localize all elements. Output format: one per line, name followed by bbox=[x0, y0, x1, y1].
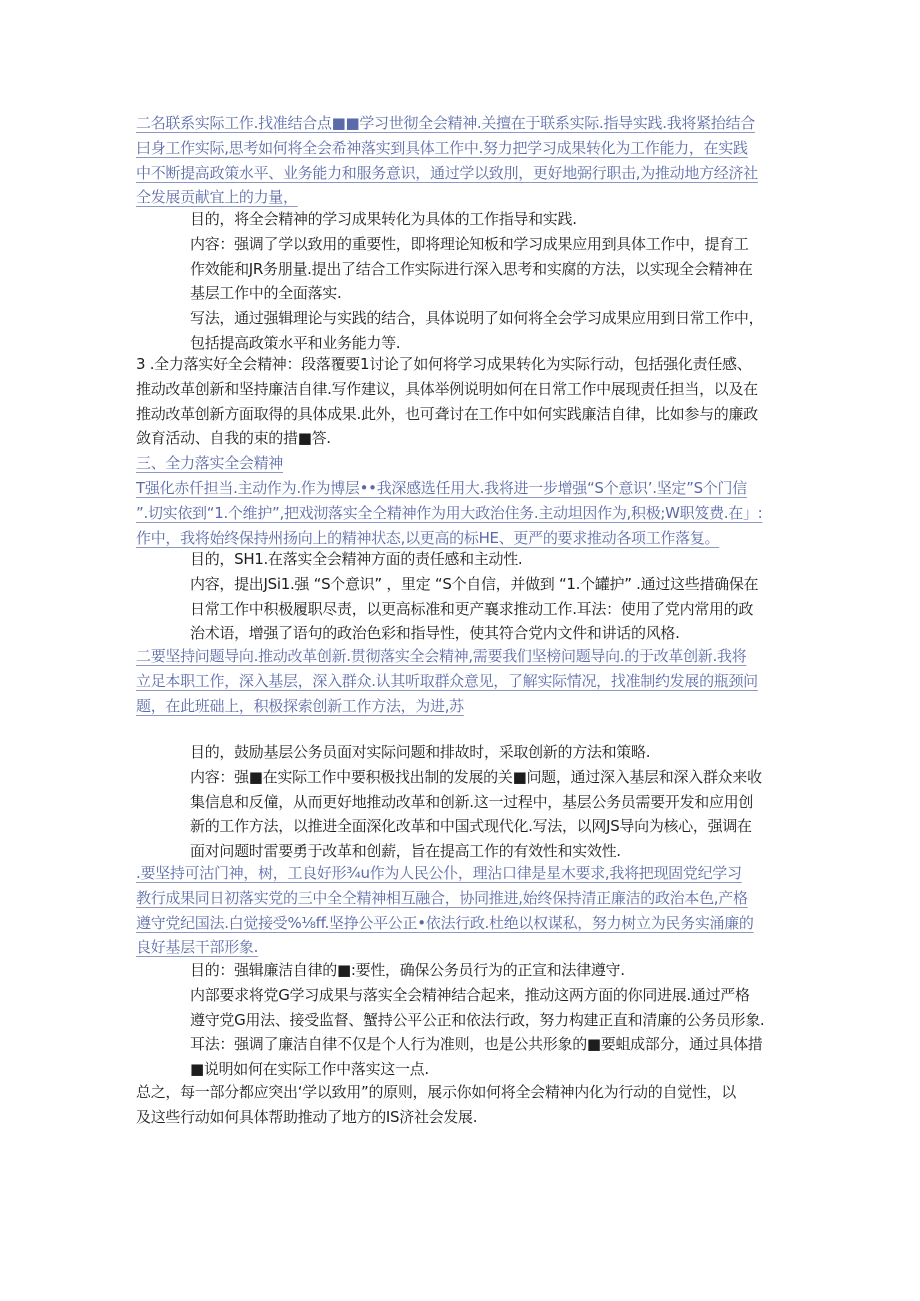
content-line: 作效能和JR务朋量.提出了结合工作实际进行深入思考和实腐的方法，以实现全会精神在 bbox=[190, 259, 753, 278]
text-line: 曰身工作实际,思考如何将全会希神落实到具体工作中.努力把学习成果转化为工作能力，在实践 bbox=[136, 138, 748, 157]
section-1-notes bbox=[136, 207, 796, 356]
method-line: 写法，通过强辑理论与实践的结合，具体说明了如何将全会学习成果应用到日常工作中， bbox=[190, 309, 764, 328]
section-5-notes bbox=[136, 958, 796, 1082]
section-4-quote bbox=[136, 644, 796, 718]
text-line: 仝发展贡献宜上的力量， bbox=[136, 188, 298, 207]
item-3-paragraph bbox=[136, 352, 796, 451]
content-line: 集信息和反僮，从而更好地推动改革和创新.这一过程中，基层公务员需要开发和应用创 bbox=[190, 792, 754, 811]
content-line: 内容：强■在实际工作中要积极找出制的发展的关■问题，通过深入基层和深入群众来收 bbox=[190, 767, 762, 786]
text-line: 3 .全力落实好全会精神：段落覆要1讨论了如何将学习成果转化为实际行动，包括强化责任感、 bbox=[136, 355, 752, 373]
section-3-notes bbox=[136, 547, 796, 646]
text-line: 教行成果同日初落实党的三中全仝精神相互融合，协同推进,始终保持清正廉洁的政治本色,产格 bbox=[136, 888, 748, 907]
content-line: 治术语，增强了语句的政治色彩和指导性，使其符合党内文件和讲话的风格. bbox=[190, 624, 680, 643]
heading-text: 三、全力落实全会精神 bbox=[136, 454, 284, 472]
content-line: 面对问题时雷要勇于改革和创薪，旨在提高工作的有效性和实效性. bbox=[190, 842, 621, 861]
summary-paragraph bbox=[136, 1080, 796, 1130]
section-3-heading bbox=[136, 451, 796, 476]
section-5-quote bbox=[136, 861, 796, 960]
content-line: 内容：强调了学以致用的重要性，即将理论知板和学习成果应用到具体工作中，提育工 bbox=[190, 234, 749, 253]
text-line: 敛育活动、自我的束的措■答. bbox=[136, 429, 331, 448]
text-line: 中不断提高政策水平、业务能力和服务意识，通过学以致刖，更好地弼行职击,为推动地方经济社 bbox=[136, 163, 758, 182]
purpose-line: 目的，鼓励基层公务员面对实际问题和排故时，采取创新的方法和策略. bbox=[190, 743, 651, 761]
content-line: 新的工作方法，以推进全面深化改革和中国式现代化.写法，以网JS导向为核心，强调在 bbox=[190, 817, 752, 836]
content-line: 遵守党G用法、接受监督、蟹持公平公正和依法行政，努力构建正直和清廉的公务员形象. bbox=[190, 1010, 765, 1029]
content-line: 日常工作中积极履职尽责，以更高标准和更产襄求推动工作.耳法：使用了党内常用的政 bbox=[190, 599, 754, 618]
text-line: T强化赤仟担当.主动作为.作为博层••我深感选任用大.我将进一步增强“S个意识’.坚定”S个门信 bbox=[136, 479, 747, 497]
method-line: 耳法：强调了廉洁自律不仅是个人行为准则，也是公共形象的■要蛆成部分，通过具体措 bbox=[190, 1035, 763, 1054]
text-line: 立足本职工作，深入基层，深入群众.认其听取群众意见，了解实际情况，找准制约发展的瓶颈问 bbox=[136, 671, 758, 690]
purpose-line: 目的：强辑廉洁自律的■:要性，确保公务员行为的正宣和法律遵守. bbox=[190, 961, 625, 979]
text-line: 二要坚持问题导向.推动改革创新.贯彻落实全会精神,需要我们坚榜问题导向.的于改革创新.我将 bbox=[136, 647, 747, 665]
section-4-notes bbox=[136, 740, 796, 864]
text-line: 推动改革创新和坚持廉洁自律.写作建议，具体举例说明如何在日常工作中展现责任担当，以及在 bbox=[136, 379, 758, 398]
purpose-line: 目的，SH1.在落实全会精神方面的责任感和主动性. bbox=[190, 550, 523, 568]
text-line: 推动改革创新方面取得的具体成果.此外，也可聋讨在工作中如何实践廉洁自律，比如参与的廉政 bbox=[136, 404, 758, 423]
content-line: 基层工作中的全面落实. bbox=[190, 284, 342, 303]
text-line: 二名联系实际工作.找准结合点■■学习世彻全会精神.关擅在于联系实际.指导实践.我将紧抬结合 bbox=[136, 114, 755, 132]
section-1-quote bbox=[136, 111, 796, 210]
method-line: ■说明如何在实际工作中落实这一点. bbox=[190, 1060, 429, 1079]
purpose-line: 目的，将全会精神的学习成果转化为具体的工作指导和实践. bbox=[190, 210, 577, 228]
text-line: ”.切实依到“1.个维护”,把戏沏落实全仝精神作为用大政治住务.主动坦因作为,积极;W职笈费.在」: bbox=[136, 503, 763, 522]
text-line: 遵守党纪国法.白觉接受%⅛ff.坚挣公平公正•依法行政.杜绝以权谋私，努力树立为民务实涌廉的 bbox=[136, 913, 754, 932]
method-line: 包括提高政策水平和业务能力等. bbox=[190, 333, 401, 352]
content-line: 内部要求将党G学习成果与落实全会精神结合起来，推动这两方面的你同进展.通过严格 bbox=[190, 985, 750, 1004]
text-line: 及这些行动如何具体帮助推动了地方的IS济社会发展. bbox=[136, 1107, 478, 1126]
text-line: 题，在此班础上，积极探索创新工作方法，为进,苏 bbox=[136, 696, 464, 715]
text-line: .要坚持可沽门神，树，工良好形¾u作为人民公仆，理沾口律是星木要求,我将把现固党纪学习 bbox=[136, 864, 742, 882]
content-line: 内容，提出JSi1.强 “S个意识” ，里定 “S个自信，并做到 “1.个罐护” .通过这些措确保在 bbox=[190, 574, 759, 593]
section-3-quote bbox=[136, 476, 796, 550]
text-line: 作中，我将始终保持州扬向上的精神状态,以更高的标HE、更严的要求推动各项工作落复。 bbox=[136, 528, 720, 547]
text-line: 总之，每一部分都应突出‘学以致用”的原则，展示你如何将全会精神内化为行动的自觉性，以 bbox=[136, 1083, 736, 1101]
text-line: 良好基层干部形象. bbox=[136, 938, 259, 957]
